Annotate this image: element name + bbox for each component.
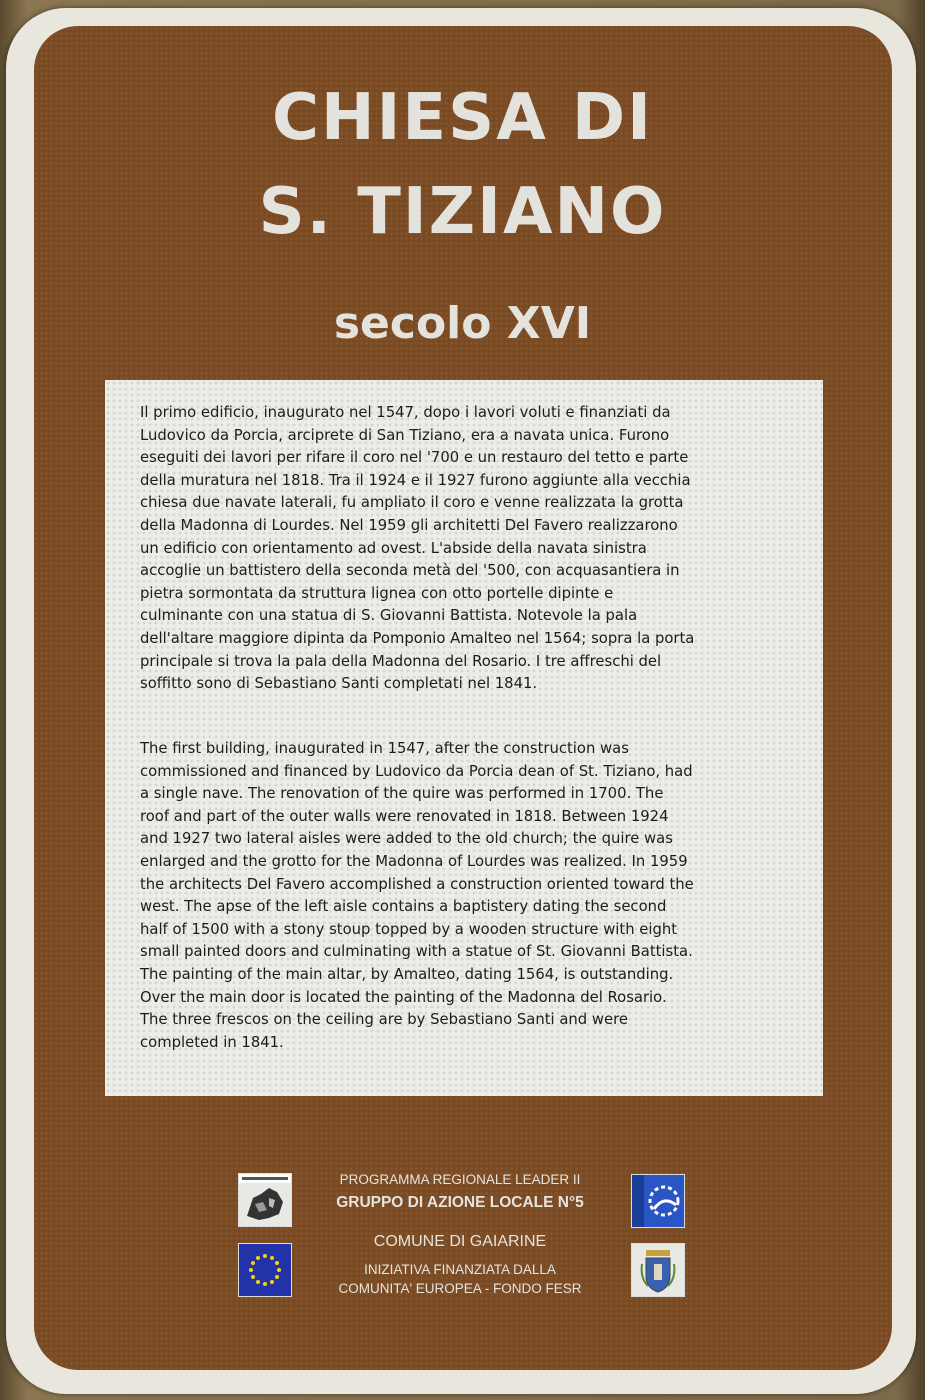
sign-title-line1: CHIESA DI [272, 81, 653, 155]
footer-program: PROGRAMMA REGIONALE LEADER II [339, 1172, 581, 1187]
sign-subtitle: secolo XVI [333, 298, 592, 349]
footer-municipality: COMUNE DI GAIARINE [373, 1233, 547, 1250]
leader-eu-logo [631, 1174, 685, 1228]
leader-ii-logo [238, 1173, 292, 1227]
gaiarine-coat-of-arms [631, 1243, 685, 1297]
footer-funding-line2: COMUNITA' EUROPEA - FONDO FESR [338, 1281, 582, 1296]
italian-text: Il primo edificio, inaugurato nel 1547, dopo i lavori voluti e finanziati da Ludovico da Porcia, arciprete di San Tiziano, era a navata unica. Furono eseguiti dei lavori per rifare il coro nel '700 e un restauro del tetto e parte della muratura nel 1818. Tra il 1924 e il 1927 furono aggiunte alla vecchia chiesa due navate laterali, fu ampliato il coro e venne realizzata la grotta della Madonna di Lourdes. Nel 1959 gli architetti Del Favero realizzarono un edificio con orientamento ad ovest. L'abside della navata sinistra accoglie un battistero della seconda metà del '500, con acquasantiera in pietra sormontata da struttura lignea con otto portelle dipinte e culminante con una statua di S. Giovanni Battista. Notevole la pala dell'altare maggiore dipinta da Pomponio Amalteo nel 1564; sopra la porta principale si trova la pala della Madonna del Rosario. I tre affreschi del soffitto sono di Sebastiano Santi completati nel 1841. [140, 404, 695, 693]
footer-funding-line1: INIZIATIVA FINANZIATA DALLA [364, 1262, 556, 1277]
footer-group: GRUPPO DI AZIONE LOCALE N°5 [336, 1194, 584, 1211]
english-text: The first building, inaugurated in 1547, after the construction was commissioned and financed by Ludovico da Porcia dean of St. Tiziano, had a single nave. The renovation of the quire was performed in 1700. The roof and part of the outer walls were renovated in 1818. Between 1924 and 1927 two lateral aisles were added to the old church; the quire was enlarged and the grotto for the Madonna of Lourdes was realized. In 1959 the architects Del Favero accomplished a construction oriented toward the west. The apse of the left aisle contains a baptistery dating the second half of 1500 with a stony stoup topped by a wooden structure with eight small painted doors and culminating with a statue of St. Giovanni Battista. The painting of the main altar, by Amalteo, dating 1564, is outstanding. Over the main door is located the painting of the Madonna del Rosario. The three frescos on the ceiling are by Sebastiano Santi and were completed in 1841. [140, 740, 694, 1051]
eu-flag-logo [238, 1243, 292, 1297]
sign-title-line2: S. TIZIANO [258, 175, 667, 249]
